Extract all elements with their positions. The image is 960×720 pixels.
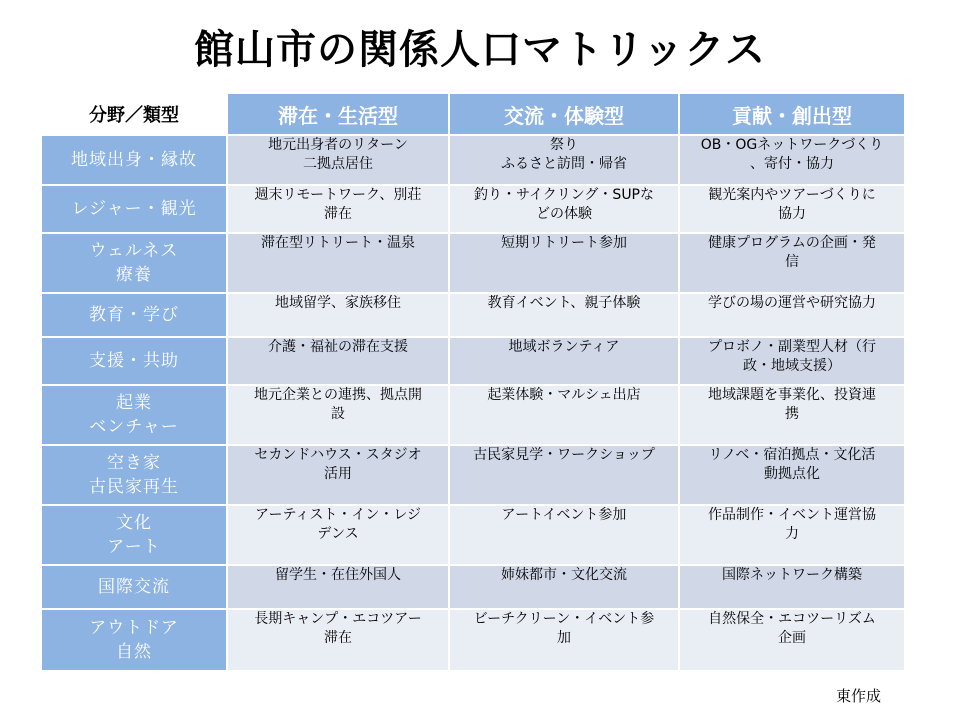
table-row: [41, 337, 905, 385]
corner-label: 分野／類型: [41, 93, 227, 135]
matrix-cell: 健康プログラムの企画・発 信: [679, 233, 905, 293]
row-header: 文化 アート: [41, 505, 227, 565]
matrix-cell: 釣り・サイクリング・SUPな どの体験: [449, 185, 679, 233]
table-row: [41, 445, 905, 505]
matrix-cell: アーティスト・イン・レジ デンス: [227, 505, 449, 565]
header-row: [41, 93, 905, 135]
matrix-cell: 地域留学、家族移住: [227, 293, 449, 337]
row-header: ウェルネス 療養: [41, 233, 227, 293]
row-header: 国際交流: [41, 565, 227, 609]
table-row: [41, 565, 905, 609]
matrix-cell: 自然保全・エコツーリズム 企画: [679, 609, 905, 671]
matrix-cell: 地元出身者のリターン 二拠点居住: [227, 135, 449, 185]
matrix-cell: 作品制作・イベント運営協 力: [679, 505, 905, 565]
table-row: [41, 505, 905, 565]
column-header-stay: 滞在・生活型: [227, 93, 449, 135]
matrix-cell: 教育イベント、親子体験: [449, 293, 679, 337]
row-header: レジャー・観光: [41, 185, 227, 233]
matrix-cell: 国際ネットワーク構築: [679, 565, 905, 609]
matrix-cell: 長期キャンプ・エコツアー 滞在: [227, 609, 449, 671]
row-header: 空き家 古民家再生: [41, 445, 227, 505]
table-row: [41, 385, 905, 445]
matrix-cell: セカンドハウス・スタジオ 活用: [227, 445, 449, 505]
matrix-cell: 地域ボランティア: [449, 337, 679, 385]
matrix-cell: 短期リトリート参加: [449, 233, 679, 293]
matrix-cell: 起業体験・マルシェ出店: [449, 385, 679, 445]
matrix-cell: 学びの場の運営や研究協力: [679, 293, 905, 337]
table-row: [41, 135, 905, 185]
matrix-cell: 祭り ふるさと訪問・帰省: [449, 135, 679, 185]
table-row: [41, 609, 905, 671]
matrix-cell: 週末リモートワーク、別荘 滞在: [227, 185, 449, 233]
matrix-cell: アートイベント参加: [449, 505, 679, 565]
page-title: 館山市の関係人口マトリックス: [194, 27, 766, 73]
matrix-cell: 古民家見学・ワークショップ: [449, 445, 679, 505]
matrix-cell: 地域課題を事業化、投資連 携: [679, 385, 905, 445]
matrix-cell: 姉妹都市・文化交流: [449, 565, 679, 609]
matrix-cell: 地元企業との連携、拠点開 設: [227, 385, 449, 445]
table-row: [41, 293, 905, 337]
column-header-exchange: 交流・体験型: [449, 93, 679, 135]
table-row: [41, 233, 905, 293]
column-header-contribution: 貢献・創出型: [679, 93, 905, 135]
row-header: 教育・学び: [41, 293, 227, 337]
matrix-cell: 介護・福祉の滞在支援: [227, 337, 449, 385]
matrix-cell: OB・OGネットワークづくり 、寄付・協力: [679, 135, 905, 185]
matrix-cell: リノベ・宿泊拠点・文化活 動拠点化: [679, 445, 905, 505]
row-header: 地域出身・縁故: [41, 135, 227, 185]
relationship-matrix-table: [40, 92, 906, 672]
table-row: [41, 185, 905, 233]
author-credit: 東作成: [836, 687, 882, 705]
row-header: 支援・共助: [41, 337, 227, 385]
matrix-cell: ビーチクリーン・イベント参 加: [449, 609, 679, 671]
matrix-cell: プロボノ・副業型人材（行 政・地域支援）: [679, 337, 905, 385]
matrix-cell: 観光案内やツアーづくりに 協力: [679, 185, 905, 233]
row-header: アウトドア 自然: [41, 609, 227, 671]
matrix-cell: 留学生・在住外国人: [227, 565, 449, 609]
row-header: 起業 ベンチャー: [41, 385, 227, 445]
matrix-cell: 滞在型リトリート・温泉: [227, 233, 449, 293]
